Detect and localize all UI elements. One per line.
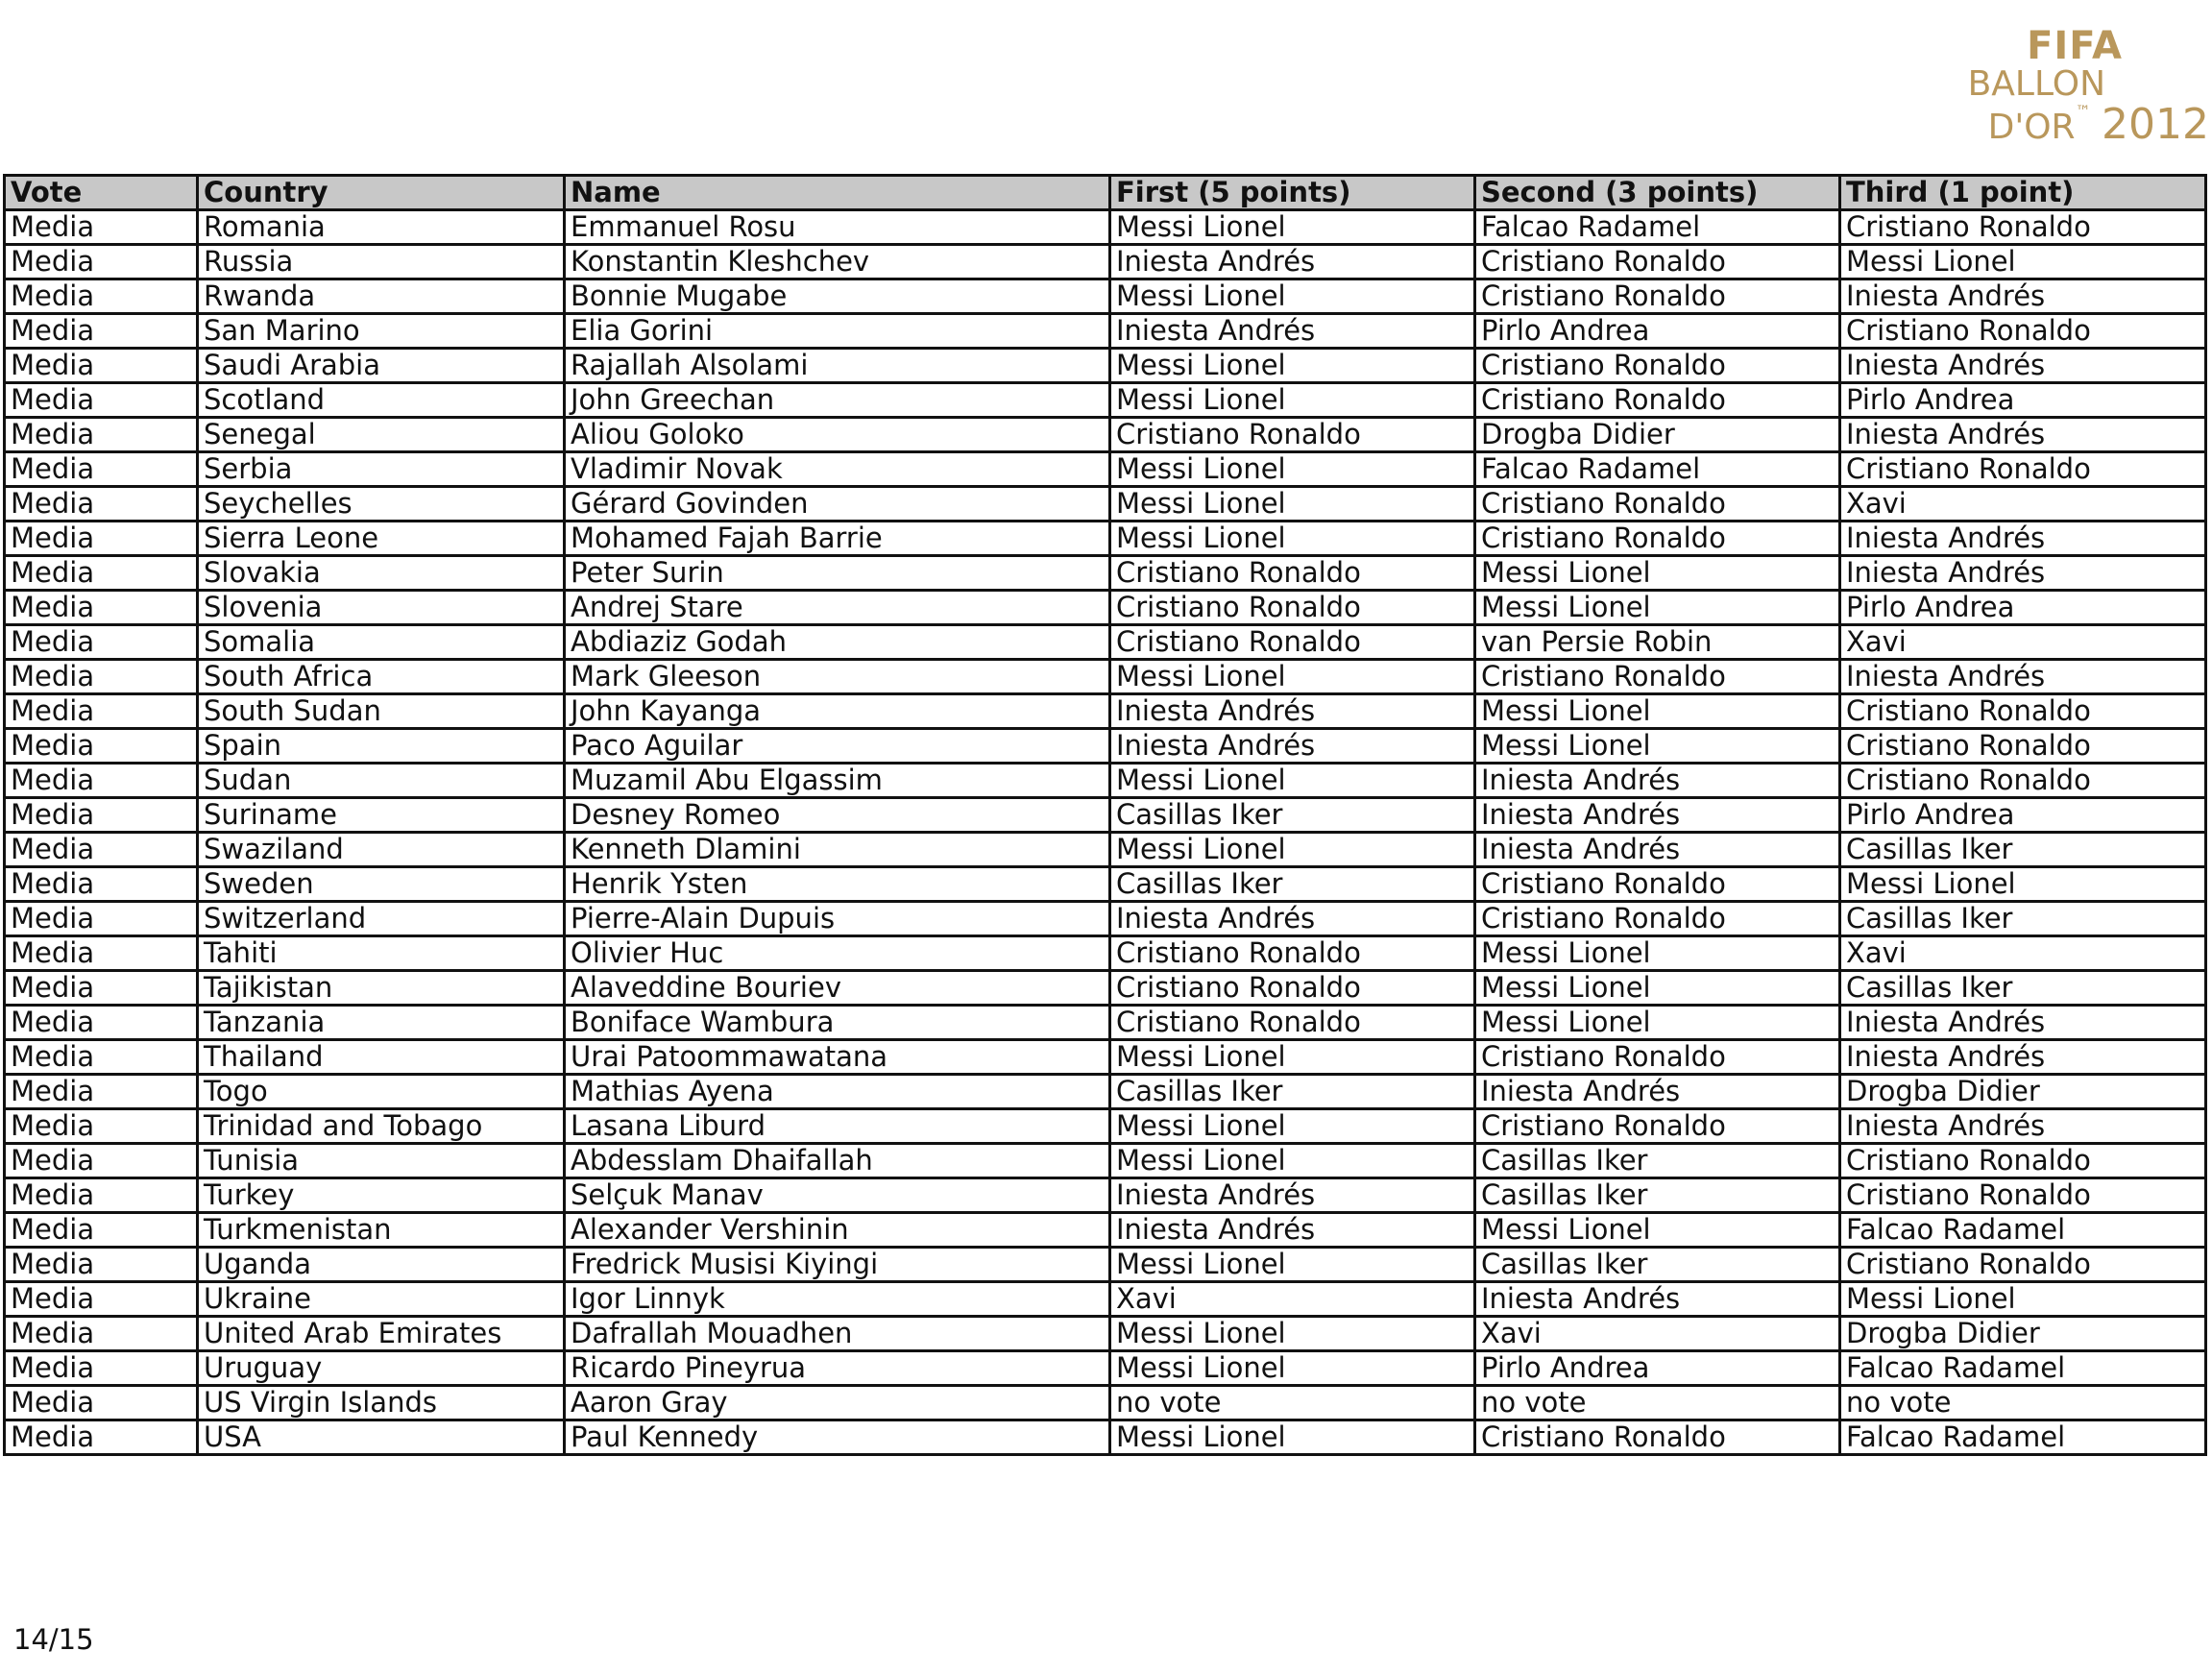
- country-cell: Scotland: [198, 383, 565, 418]
- second-choice-cell: Iniesta Andrés: [1475, 798, 1840, 833]
- table-row: [5, 1213, 2206, 1248]
- name-cell: Emmanuel Rosu: [565, 210, 1110, 245]
- name-cell: John Greechan: [565, 383, 1110, 418]
- vote-cell: Media: [5, 1109, 198, 1144]
- table-row: [5, 625, 2206, 660]
- first-choice-cell: Iniesta Andrés: [1110, 902, 1475, 936]
- third-choice-cell: Cristiano Ronaldo: [1840, 1144, 2206, 1178]
- name-cell: John Kayanga: [565, 694, 1110, 729]
- logo-ballon-text: BALLON: [1967, 64, 2105, 104]
- country-cell: Tahiti: [198, 936, 565, 971]
- table-row: [5, 867, 2206, 902]
- second-choice-cell: no vote: [1475, 1386, 1840, 1420]
- name-cell: Fredrick Musisi Kiyingi: [565, 1248, 1110, 1282]
- first-choice-cell: Iniesta Andrés: [1110, 1213, 1475, 1248]
- name-cell: Muzamil Abu Elgassim: [565, 764, 1110, 798]
- table-row: [5, 452, 2206, 487]
- vote-cell: Media: [5, 556, 198, 591]
- vote-cell: Media: [5, 1351, 198, 1386]
- country-cell: Thailand: [198, 1040, 565, 1075]
- second-choice-cell: Xavi: [1475, 1317, 1840, 1351]
- country-cell: Russia: [198, 245, 565, 279]
- vote-cell: Media: [5, 591, 198, 625]
- first-choice-cell: Cristiano Ronaldo: [1110, 625, 1475, 660]
- vote-cell: Media: [5, 1075, 198, 1109]
- name-cell: Boniface Wambura: [565, 1006, 1110, 1040]
- table-row: [5, 1006, 2206, 1040]
- vote-cell: Media: [5, 1282, 198, 1317]
- vote-cell: Media: [5, 522, 198, 556]
- vote-cell: Media: [5, 1386, 198, 1420]
- second-choice-cell: Cristiano Ronaldo: [1475, 279, 1840, 314]
- third-choice-cell: Pirlo Andrea: [1840, 798, 2206, 833]
- page-number: 14/15: [13, 1623, 94, 1656]
- vote-cell: Media: [5, 1144, 198, 1178]
- name-cell: Paco Aguilar: [565, 729, 1110, 764]
- name-cell: Desney Romeo: [565, 798, 1110, 833]
- third-choice-cell: Pirlo Andrea: [1840, 591, 2206, 625]
- table-row: [5, 314, 2206, 349]
- vote-cell: Media: [5, 314, 198, 349]
- table-row: [5, 522, 2206, 556]
- country-cell: Sierra Leone: [198, 522, 565, 556]
- table-row: [5, 798, 2206, 833]
- table-row: [5, 971, 2206, 1006]
- first-choice-cell: Messi Lionel: [1110, 1109, 1475, 1144]
- country-cell: United Arab Emirates: [198, 1317, 565, 1351]
- table-row: [5, 1420, 2206, 1455]
- first-choice-cell: Iniesta Andrés: [1110, 1178, 1475, 1213]
- logo-year-text: 2012: [2102, 100, 2209, 149]
- table-row: [5, 1386, 2206, 1420]
- country-cell: Ukraine: [198, 1282, 565, 1317]
- first-choice-cell: Casillas Iker: [1110, 1075, 1475, 1109]
- second-choice-cell: Messi Lionel: [1475, 1213, 1840, 1248]
- second-choice-cell: Cristiano Ronaldo: [1475, 522, 1840, 556]
- vote-cell: Media: [5, 902, 198, 936]
- third-choice-cell: Iniesta Andrés: [1840, 349, 2206, 383]
- first-choice-cell: Messi Lionel: [1110, 210, 1475, 245]
- vote-cell: Media: [5, 452, 198, 487]
- table-row: [5, 902, 2206, 936]
- vote-cell: Media: [5, 1420, 198, 1455]
- table-row: [5, 660, 2206, 694]
- name-cell: Vladimir Novak: [565, 452, 1110, 487]
- logo-fifa-text: FIFA: [2027, 24, 2123, 68]
- second-choice-cell: Falcao Radamel: [1475, 452, 1840, 487]
- second-choice-cell: Messi Lionel: [1475, 694, 1840, 729]
- header-vote: Vote: [5, 176, 198, 210]
- name-cell: Konstantin Kleshchev: [565, 245, 1110, 279]
- third-choice-cell: Casillas Iker: [1840, 971, 2206, 1006]
- name-cell: Selçuk Manav: [565, 1178, 1110, 1213]
- name-cell: Rajallah Alsolami: [565, 349, 1110, 383]
- table-row: [5, 418, 2206, 452]
- vote-cell: Media: [5, 245, 198, 279]
- name-cell: Aliou Goloko: [565, 418, 1110, 452]
- third-choice-cell: Messi Lionel: [1840, 1282, 2206, 1317]
- vote-cell: Media: [5, 487, 198, 522]
- vote-cell: Media: [5, 383, 198, 418]
- third-choice-cell: Iniesta Andrés: [1840, 556, 2206, 591]
- first-choice-cell: Cristiano Ronaldo: [1110, 1006, 1475, 1040]
- table-row: [5, 487, 2206, 522]
- first-choice-cell: Messi Lionel: [1110, 1248, 1475, 1282]
- second-choice-cell: Cristiano Ronaldo: [1475, 1040, 1840, 1075]
- second-choice-cell: Messi Lionel: [1475, 971, 1840, 1006]
- table-body: [5, 210, 2206, 1455]
- second-choice-cell: Cristiano Ronaldo: [1475, 867, 1840, 902]
- second-choice-cell: Cristiano Ronaldo: [1475, 245, 1840, 279]
- name-cell: Ricardo Pineyrua: [565, 1351, 1110, 1386]
- country-cell: USA: [198, 1420, 565, 1455]
- first-choice-cell: no vote: [1110, 1386, 1475, 1420]
- country-cell: Spain: [198, 729, 565, 764]
- second-choice-cell: Iniesta Andrés: [1475, 1282, 1840, 1317]
- country-cell: Senegal: [198, 418, 565, 452]
- name-cell: Lasana Liburd: [565, 1109, 1110, 1144]
- table-row: [5, 694, 2206, 729]
- header-name: Name: [565, 176, 1110, 210]
- header-second: Second (3 points): [1475, 176, 1840, 210]
- second-choice-cell: Messi Lionel: [1475, 591, 1840, 625]
- first-choice-cell: Iniesta Andrés: [1110, 729, 1475, 764]
- name-cell: Peter Surin: [565, 556, 1110, 591]
- second-choice-cell: Drogba Didier: [1475, 418, 1840, 452]
- vote-cell: Media: [5, 1248, 198, 1282]
- vote-cell: Media: [5, 936, 198, 971]
- table-row: [5, 210, 2206, 245]
- name-cell: Andrej Stare: [565, 591, 1110, 625]
- first-choice-cell: Iniesta Andrés: [1110, 694, 1475, 729]
- table-row: [5, 936, 2206, 971]
- name-cell: Alexander Vershinin: [565, 1213, 1110, 1248]
- second-choice-cell: Cristiano Ronaldo: [1475, 902, 1840, 936]
- name-cell: Igor Linnyk: [565, 1282, 1110, 1317]
- country-cell: South Sudan: [198, 694, 565, 729]
- name-cell: Paul Kennedy: [565, 1420, 1110, 1455]
- table-row: [5, 833, 2206, 867]
- second-choice-cell: Iniesta Andrés: [1475, 764, 1840, 798]
- country-cell: Sweden: [198, 867, 565, 902]
- table-row: [5, 1144, 2206, 1178]
- table-row: [5, 1109, 2206, 1144]
- second-choice-cell: van Persie Robin: [1475, 625, 1840, 660]
- third-choice-cell: Cristiano Ronaldo: [1840, 694, 2206, 729]
- country-cell: Rwanda: [198, 279, 565, 314]
- third-choice-cell: Cristiano Ronaldo: [1840, 1178, 2206, 1213]
- table-row: [5, 729, 2206, 764]
- country-cell: Togo: [198, 1075, 565, 1109]
- first-choice-cell: Messi Lionel: [1110, 349, 1475, 383]
- second-choice-cell: Pirlo Andrea: [1475, 1351, 1840, 1386]
- first-choice-cell: Casillas Iker: [1110, 798, 1475, 833]
- name-cell: Pierre-Alain Dupuis: [565, 902, 1110, 936]
- votes-table: [3, 174, 2207, 1456]
- country-cell: Romania: [198, 210, 565, 245]
- table-row: [5, 1317, 2206, 1351]
- third-choice-cell: Drogba Didier: [1840, 1317, 2206, 1351]
- table-row: [5, 245, 2206, 279]
- vote-cell: Media: [5, 798, 198, 833]
- third-choice-cell: Iniesta Andrés: [1840, 1109, 2206, 1144]
- third-choice-cell: Iniesta Andrés: [1840, 660, 2206, 694]
- third-choice-cell: Drogba Didier: [1840, 1075, 2206, 1109]
- third-choice-cell: Cristiano Ronaldo: [1840, 1248, 2206, 1282]
- first-choice-cell: Messi Lionel: [1110, 522, 1475, 556]
- country-cell: South Africa: [198, 660, 565, 694]
- country-cell: Serbia: [198, 452, 565, 487]
- first-choice-cell: Messi Lionel: [1110, 1317, 1475, 1351]
- third-choice-cell: Cristiano Ronaldo: [1840, 764, 2206, 798]
- first-choice-cell: Iniesta Andrés: [1110, 245, 1475, 279]
- country-cell: Turkey: [198, 1178, 565, 1213]
- second-choice-cell: Cristiano Ronaldo: [1475, 660, 1840, 694]
- country-cell: Somalia: [198, 625, 565, 660]
- name-cell: Urai Patoommawatana: [565, 1040, 1110, 1075]
- country-cell: Swaziland: [198, 833, 565, 867]
- vote-cell: Media: [5, 1213, 198, 1248]
- fifa-ballon-dor-logo: [1931, 24, 2209, 152]
- vote-cell: Media: [5, 729, 198, 764]
- country-cell: Slovakia: [198, 556, 565, 591]
- vote-cell: Media: [5, 210, 198, 245]
- country-cell: Uruguay: [198, 1351, 565, 1386]
- name-cell: Elia Gorini: [565, 314, 1110, 349]
- vote-cell: Media: [5, 660, 198, 694]
- first-choice-cell: Messi Lionel: [1110, 383, 1475, 418]
- third-choice-cell: Iniesta Andrés: [1840, 522, 2206, 556]
- vote-cell: Media: [5, 1006, 198, 1040]
- country-cell: US Virgin Islands: [198, 1386, 565, 1420]
- header-country: Country: [198, 176, 565, 210]
- third-choice-cell: Falcao Radamel: [1840, 1351, 2206, 1386]
- second-choice-cell: Cristiano Ronaldo: [1475, 1420, 1840, 1455]
- country-cell: San Marino: [198, 314, 565, 349]
- table-row: [5, 556, 2206, 591]
- name-cell: Kenneth Dlamini: [565, 833, 1110, 867]
- first-choice-cell: Messi Lionel: [1110, 1144, 1475, 1178]
- country-cell: Trinidad and Tobago: [198, 1109, 565, 1144]
- third-choice-cell: Xavi: [1840, 487, 2206, 522]
- first-choice-cell: Messi Lionel: [1110, 833, 1475, 867]
- first-choice-cell: Messi Lionel: [1110, 660, 1475, 694]
- second-choice-cell: Pirlo Andrea: [1475, 314, 1840, 349]
- country-cell: Tanzania: [198, 1006, 565, 1040]
- name-cell: Henrik Ysten: [565, 867, 1110, 902]
- name-cell: Gérard Govinden: [565, 487, 1110, 522]
- name-cell: Mohamed Fajah Barrie: [565, 522, 1110, 556]
- third-choice-cell: Cristiano Ronaldo: [1840, 314, 2206, 349]
- table-row: [5, 349, 2206, 383]
- second-choice-cell: Messi Lionel: [1475, 556, 1840, 591]
- table-row: [5, 1075, 2206, 1109]
- vote-cell: Media: [5, 971, 198, 1006]
- table-row: [5, 591, 2206, 625]
- first-choice-cell: Messi Lionel: [1110, 1040, 1475, 1075]
- vote-cell: Media: [5, 833, 198, 867]
- second-choice-cell: Cristiano Ronaldo: [1475, 1109, 1840, 1144]
- first-choice-cell: Messi Lionel: [1110, 452, 1475, 487]
- second-choice-cell: Falcao Radamel: [1475, 210, 1840, 245]
- second-choice-cell: Casillas Iker: [1475, 1248, 1840, 1282]
- third-choice-cell: Iniesta Andrés: [1840, 418, 2206, 452]
- second-choice-cell: Iniesta Andrés: [1475, 833, 1840, 867]
- country-cell: Seychelles: [198, 487, 565, 522]
- third-choice-cell: Falcao Radamel: [1840, 1213, 2206, 1248]
- first-choice-cell: Cristiano Ronaldo: [1110, 418, 1475, 452]
- vote-cell: Media: [5, 1178, 198, 1213]
- second-choice-cell: Messi Lionel: [1475, 1006, 1840, 1040]
- vote-cell: Media: [5, 764, 198, 798]
- table-row: [5, 1351, 2206, 1386]
- third-choice-cell: Iniesta Andrés: [1840, 279, 2206, 314]
- country-cell: Switzerland: [198, 902, 565, 936]
- country-cell: Saudi Arabia: [198, 349, 565, 383]
- third-choice-cell: Xavi: [1840, 936, 2206, 971]
- second-choice-cell: Messi Lionel: [1475, 936, 1840, 971]
- vote-cell: Media: [5, 279, 198, 314]
- table-row: [5, 1282, 2206, 1317]
- third-choice-cell: Casillas Iker: [1840, 833, 2206, 867]
- table-header-row: [5, 176, 2206, 210]
- vote-cell: Media: [5, 349, 198, 383]
- second-choice-cell: Cristiano Ronaldo: [1475, 349, 1840, 383]
- table-row: [5, 1248, 2206, 1282]
- third-choice-cell: Xavi: [1840, 625, 2206, 660]
- third-choice-cell: Cristiano Ronaldo: [1840, 729, 2206, 764]
- third-choice-cell: Casillas Iker: [1840, 902, 2206, 936]
- table-row: [5, 1040, 2206, 1075]
- logo-tm-text: ™: [2075, 102, 2091, 120]
- country-cell: Sudan: [198, 764, 565, 798]
- first-choice-cell: Messi Lionel: [1110, 764, 1475, 798]
- country-cell: Slovenia: [198, 591, 565, 625]
- first-choice-cell: Iniesta Andrés: [1110, 314, 1475, 349]
- first-choice-cell: Messi Lionel: [1110, 1351, 1475, 1386]
- third-choice-cell: no vote: [1840, 1386, 2206, 1420]
- country-cell: Suriname: [198, 798, 565, 833]
- third-choice-cell: Falcao Radamel: [1840, 1420, 2206, 1455]
- table-row: [5, 383, 2206, 418]
- third-choice-cell: Messi Lionel: [1840, 867, 2206, 902]
- vote-cell: Media: [5, 1317, 198, 1351]
- first-choice-cell: Casillas Iker: [1110, 867, 1475, 902]
- name-cell: Abdesslam Dhaifallah: [565, 1144, 1110, 1178]
- logo-dor-line: [1931, 100, 2209, 149]
- first-choice-cell: Cristiano Ronaldo: [1110, 971, 1475, 1006]
- name-cell: Mark Gleeson: [565, 660, 1110, 694]
- logo-dor-text: D'OR: [1987, 108, 2076, 147]
- name-cell: Olivier Huc: [565, 936, 1110, 971]
- vote-cell: Media: [5, 625, 198, 660]
- vote-cell: Media: [5, 1040, 198, 1075]
- name-cell: Dafrallah Mouadhen: [565, 1317, 1110, 1351]
- first-choice-cell: Cristiano Ronaldo: [1110, 556, 1475, 591]
- name-cell: Abdiaziz Godah: [565, 625, 1110, 660]
- country-cell: Tunisia: [198, 1144, 565, 1178]
- first-choice-cell: Cristiano Ronaldo: [1110, 591, 1475, 625]
- first-choice-cell: Messi Lionel: [1110, 487, 1475, 522]
- table-row: [5, 1178, 2206, 1213]
- second-choice-cell: Casillas Iker: [1475, 1144, 1840, 1178]
- name-cell: Bonnie Mugabe: [565, 279, 1110, 314]
- second-choice-cell: Cristiano Ronaldo: [1475, 383, 1840, 418]
- vote-cell: Media: [5, 694, 198, 729]
- name-cell: Alaveddine Bouriev: [565, 971, 1110, 1006]
- second-choice-cell: Casillas Iker: [1475, 1178, 1840, 1213]
- first-choice-cell: Xavi: [1110, 1282, 1475, 1317]
- name-cell: Aaron Gray: [565, 1386, 1110, 1420]
- third-choice-cell: Messi Lionel: [1840, 245, 2206, 279]
- country-cell: Turkmenistan: [198, 1213, 565, 1248]
- second-choice-cell: Messi Lionel: [1475, 729, 1840, 764]
- header-first: First (5 points): [1110, 176, 1475, 210]
- third-choice-cell: Cristiano Ronaldo: [1840, 452, 2206, 487]
- first-choice-cell: Cristiano Ronaldo: [1110, 936, 1475, 971]
- third-choice-cell: Iniesta Andrés: [1840, 1040, 2206, 1075]
- first-choice-cell: Messi Lionel: [1110, 1420, 1475, 1455]
- second-choice-cell: Cristiano Ronaldo: [1475, 487, 1840, 522]
- third-choice-cell: Cristiano Ronaldo: [1840, 210, 2206, 245]
- vote-cell: Media: [5, 418, 198, 452]
- first-choice-cell: Messi Lionel: [1110, 279, 1475, 314]
- third-choice-cell: Iniesta Andrés: [1840, 1006, 2206, 1040]
- header-third: Third (1 point): [1840, 176, 2206, 210]
- country-cell: Uganda: [198, 1248, 565, 1282]
- table-row: [5, 764, 2206, 798]
- third-choice-cell: Pirlo Andrea: [1840, 383, 2206, 418]
- vote-cell: Media: [5, 867, 198, 902]
- table-row: [5, 279, 2206, 314]
- second-choice-cell: Iniesta Andrés: [1475, 1075, 1840, 1109]
- country-cell: Tajikistan: [198, 971, 565, 1006]
- name-cell: Mathias Ayena: [565, 1075, 1110, 1109]
